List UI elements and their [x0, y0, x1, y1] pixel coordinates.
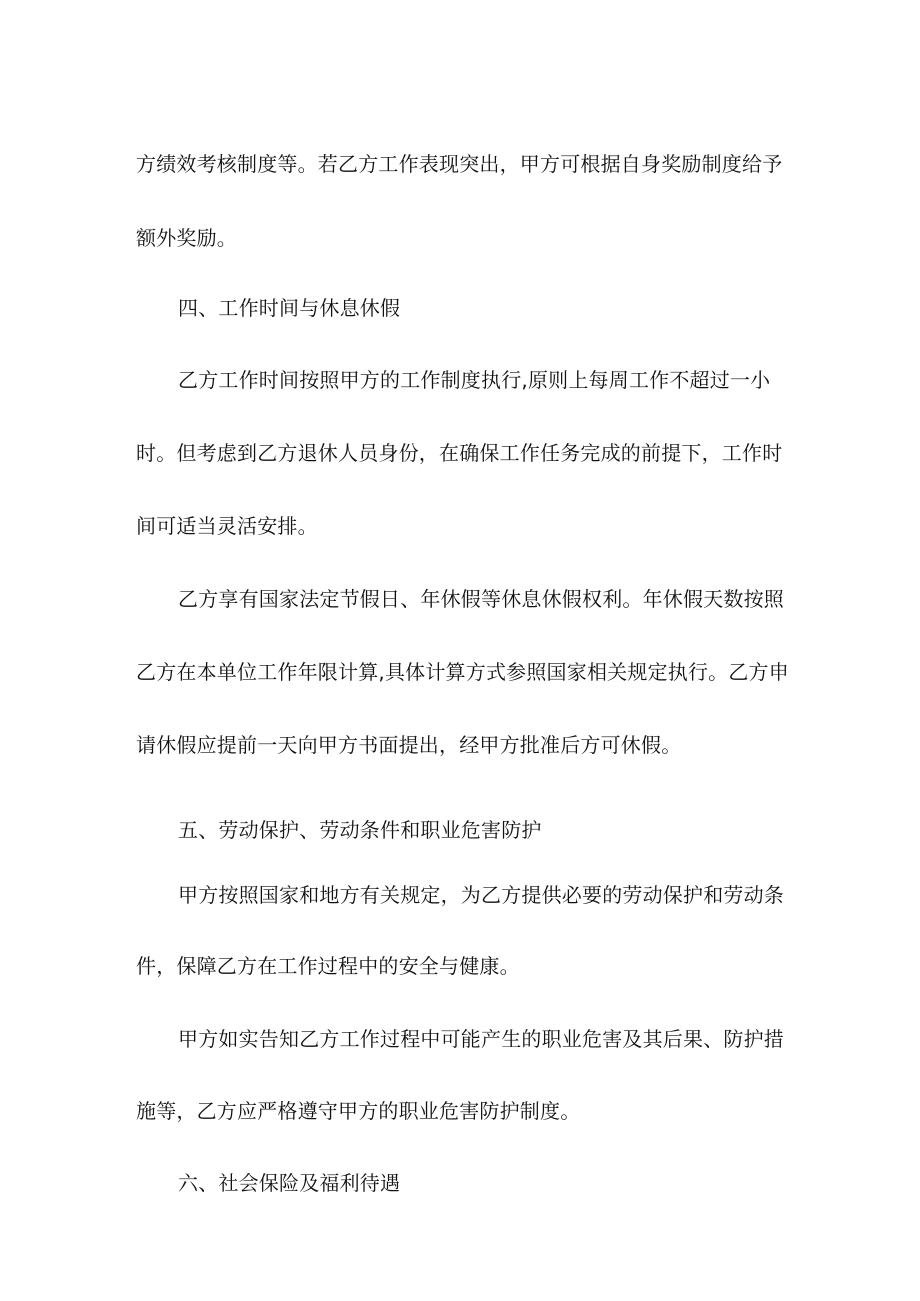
paragraph-line: 件，保障乙方在工作过程中的安全与健康。 — [136, 954, 520, 978]
section-heading: 六、社会保险及福利待遇 — [178, 1171, 401, 1195]
paragraph-line: 额外奖励。 — [136, 226, 237, 250]
paragraph-line: 方绩效考核制度等。若乙方工作表现突出，甲方可根据自身奖励制度给予 — [136, 152, 783, 176]
paragraph-line: 施等，乙方应严格遵守甲方的职业危害防护制度。 — [136, 1099, 581, 1123]
section-heading: 四、工作时间与休息休假 — [178, 296, 401, 320]
paragraph-line: 时。但考虑到乙方退休人员身份，在确保工作任务完成的前提下，工作时 — [136, 441, 783, 465]
paragraph-line: 乙方工作时间按照甲方的工作制度执行,原则上每周工作不超过一小 — [178, 368, 771, 392]
paragraph-line: 乙方享有国家法定节假日、年休假等休息休假权利。年休假天数按照 — [178, 587, 784, 611]
paragraph-line: 间可适当灵活安排。 — [136, 514, 318, 538]
paragraph-line: 乙方在本单位工作年限计算,具体计算方式参照国家相关规定执行。乙方申 — [136, 660, 789, 684]
paragraph-line: 甲方如实告知乙方工作过程中可能产生的职业危害及其后果、防护措 — [178, 1027, 784, 1051]
section-heading: 五、劳动保护、劳动条件和职业危害防护 — [178, 818, 542, 842]
paragraph-line: 请休假应提前一天向甲方书面提出，经甲方批准后方可休假。 — [136, 733, 682, 757]
paragraph-line: 甲方按照国家和地方有关规定，为乙方提供必要的劳动保护和劳动条 — [178, 883, 784, 907]
